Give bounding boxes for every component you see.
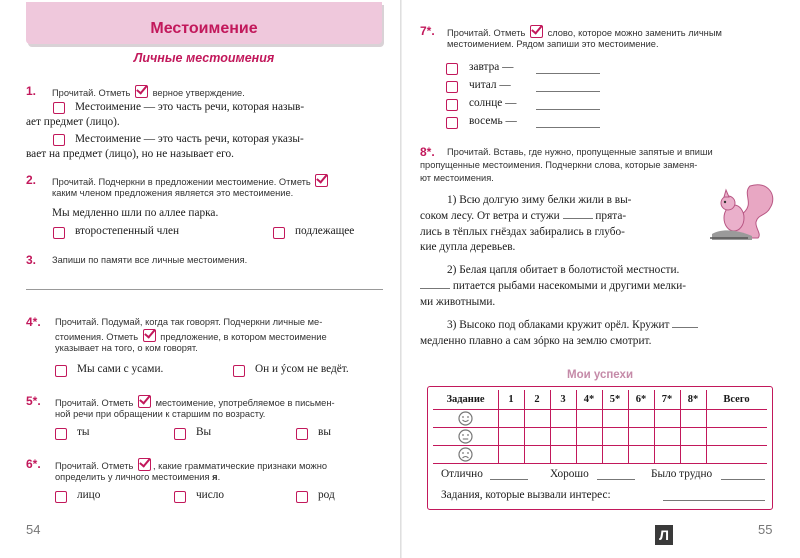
rating-good-label: Хорошо xyxy=(550,468,589,480)
check-icon xyxy=(138,458,151,471)
task-6-instruction-line-2 xyxy=(55,471,220,484)
squirrel-illustration xyxy=(708,178,778,248)
task-8-instruction-line-2: пропущенные местоимения. Подчеркни слова, которые заменя- xyxy=(420,160,698,170)
task-2-option-1-label: второстепенный член xyxy=(75,225,180,237)
blank-line[interactable] xyxy=(563,218,593,219)
task-8-instruction-line-1: Прочитай. Вставь, где нужно, пропущенные запятые и впиши xyxy=(447,147,713,157)
task-1-instr-b: верное утверждение. xyxy=(152,88,245,98)
task-8-p2-line-1: 2) Белая цапля обитает в болотистой местности. xyxy=(447,264,680,276)
task-5-option-2-checkbox[interactable] xyxy=(174,428,186,440)
rating-hard-label: Было трудно xyxy=(651,468,713,480)
task-8-number: 8*. xyxy=(420,145,435,159)
task-7-answer-line-2[interactable] xyxy=(536,91,600,92)
task-7-answer-line-3[interactable] xyxy=(536,109,600,110)
check-icon xyxy=(143,329,156,342)
task-8-p3-line-2: медленно плавно а сам зóрко на землю смотрит. xyxy=(420,335,652,347)
table-header: 6* xyxy=(635,394,647,405)
check-icon xyxy=(315,174,328,187)
task-6-option-1-label: лицо xyxy=(77,489,101,501)
neutral-face-icon xyxy=(458,429,473,444)
task-6-instr-2c: . xyxy=(217,472,221,482)
table-row-divider xyxy=(433,445,767,446)
table-header: 4* xyxy=(583,394,595,405)
section-subtitle: Личные местоимения xyxy=(133,51,275,65)
task-8-p1-line-3: лись в тёплых гнёздах забирались в глубо- xyxy=(420,226,625,238)
task-8-p3-line-1-text: 3) Высоко под облаками кружит орёл. Кружит xyxy=(447,319,670,331)
task-6-instr-1a: Прочитай. Отметь xyxy=(55,461,134,471)
task-1-option-2-line-1: Местоимение — это часть речи, которая указы- xyxy=(75,133,304,145)
task-6-instr-2a: определить у личного местоимения xyxy=(55,472,210,482)
happy-face-icon xyxy=(458,411,473,426)
task-7-answer-line-4[interactable] xyxy=(536,127,600,128)
task-5-option-1-label: ты xyxy=(77,426,90,438)
task-4-instruction-line-3: указывает на того, о ком говорят. xyxy=(55,343,198,353)
rating-excellent-line[interactable] xyxy=(490,479,528,480)
book-spine xyxy=(400,0,402,558)
rating-good-line[interactable] xyxy=(597,479,635,480)
task-8-p3-line-1 xyxy=(447,318,777,333)
publisher-logo: Л xyxy=(655,525,673,545)
interest-label: Задания, которые вызвали интерес: xyxy=(441,489,611,501)
task-6-pronoun: я xyxy=(212,472,218,482)
task-3-number: 3. xyxy=(26,253,37,267)
left-page-number: 54 xyxy=(26,522,41,537)
right-page-number: 55 xyxy=(758,522,773,537)
task-7-number: 7*. xyxy=(420,24,435,38)
task-5-option-3-checkbox[interactable] xyxy=(296,428,308,440)
check-icon xyxy=(530,25,543,38)
task-4-option-1-checkbox[interactable] xyxy=(55,365,67,377)
task-6-option-2-label: число xyxy=(196,489,225,501)
task-6-number: 6*. xyxy=(26,457,41,471)
answer-line[interactable] xyxy=(26,289,383,290)
table-header: 1 xyxy=(508,394,514,405)
blank-line[interactable] xyxy=(672,327,698,328)
table-row-divider xyxy=(433,409,767,410)
check-icon xyxy=(135,85,148,98)
task-2-option-2-label: подлежащее xyxy=(295,225,355,237)
page-title: Местоимение xyxy=(150,20,258,37)
task-4-option-1-label: Мы сами с усами. xyxy=(77,363,164,375)
task-4-instr-2b: предложение, в котором местоимение xyxy=(160,332,327,342)
task-5-option-2-label: Вы xyxy=(196,426,212,438)
blank-line[interactable] xyxy=(420,288,450,289)
task-8-p1-line-1: 1) Всю долгую зиму белки жили в вы- xyxy=(447,194,632,206)
task-5-option-1-checkbox[interactable] xyxy=(55,428,67,440)
task-2-instruction-line-2: каким членом предложения является это местоимение. xyxy=(52,188,294,198)
task-8-instruction-line-3: ют местоимения. xyxy=(420,173,494,183)
task-7-word-1: завтра — xyxy=(469,61,514,73)
task-2-number: 2. xyxy=(26,173,37,187)
task-1-instruction xyxy=(52,85,245,100)
task-7-instr-1a: Прочитай. Отметь xyxy=(447,28,526,38)
task-7-word-4: восемь — xyxy=(469,115,517,127)
table-row-divider xyxy=(433,463,767,464)
table-header: 2 xyxy=(534,394,540,405)
success-title: Мои успехи xyxy=(566,369,634,381)
task-4-instr-2a: стоимения. Отметь xyxy=(55,332,139,342)
task-8-p1-line-2 xyxy=(420,209,705,224)
task-7-word-3: солнце — xyxy=(469,97,517,109)
sad-face-icon xyxy=(458,447,473,462)
task-8-p1-line-2b: прята- xyxy=(595,210,627,222)
task-1-option-1-checkbox[interactable] xyxy=(53,102,65,114)
task-8-p2-line-3: ми животными. xyxy=(420,296,496,308)
task-7-instr-1b: слово, которое можно заменить личным xyxy=(547,28,722,38)
task-2-option-1-checkbox[interactable] xyxy=(53,227,65,239)
task-2-sentence: Мы медленно шли по аллее парка. xyxy=(52,207,219,219)
title-banner xyxy=(26,2,382,44)
rating-hard-line[interactable] xyxy=(721,479,765,480)
task-6-option-3-label: род xyxy=(318,489,335,501)
task-1-option-2-checkbox[interactable] xyxy=(53,134,65,146)
check-icon xyxy=(138,395,151,408)
task-5-instr-1b: местоимение, употребляемое в письмен- xyxy=(155,398,335,408)
task-7-word-2: читал — xyxy=(469,79,511,91)
task-4-number: 4*. xyxy=(26,315,41,329)
task-4-instruction-line-1: Прочитай. Подумай, когда так говорят. Подчеркни личные ме- xyxy=(55,317,323,327)
task-4-option-2-checkbox[interactable] xyxy=(233,365,245,377)
task-1-number: 1. xyxy=(26,84,37,98)
task-1-option-1-line-1: Местоимение — это часть речи, которая назыв- xyxy=(75,101,305,113)
task-7-word-2-checkbox[interactable] xyxy=(446,81,458,93)
table-row-divider xyxy=(433,427,767,428)
task-2-instr-1: Прочитай. Подчеркни в предложении местоимение. Отметь xyxy=(52,177,311,187)
table-header: 7* xyxy=(661,394,673,405)
task-7-word-4-checkbox[interactable] xyxy=(446,117,458,129)
task-6-instr-1b: , какие грамматические признаки можно xyxy=(152,461,328,471)
task-7-word-3-checkbox[interactable] xyxy=(446,99,458,111)
task-6-option-2-checkbox[interactable] xyxy=(174,491,186,503)
task-8-p2-line-2 xyxy=(420,279,777,294)
task-8-p2-line-2-text: питается рыбами насекомыми и другими мелки- xyxy=(452,280,687,292)
task-5-instr-1a: Прочитай. Отметь xyxy=(55,398,134,408)
task-4-option-2-label: Он и ýсом не ведёт. xyxy=(255,363,349,375)
task-8-p1-line-4: кие дупла деревьев. xyxy=(420,241,516,253)
table-header: 5* xyxy=(609,394,621,405)
task-3-instruction: Запиши по памяти все личные местоимения. xyxy=(52,255,248,265)
task-1-option-1-line-2: ает предмет (лицо). xyxy=(26,116,120,128)
task-7-word-1-checkbox[interactable] xyxy=(446,63,458,75)
task-7-answer-line-1[interactable] xyxy=(536,73,600,74)
task-5-number: 5*. xyxy=(26,394,41,408)
table-header-total: Всего xyxy=(723,394,750,405)
rating-excellent-label: Отлично xyxy=(441,468,483,480)
interest-line[interactable] xyxy=(663,500,765,501)
table-header: 3 xyxy=(560,394,566,405)
task-1-instr-a: Прочитай. Отметь xyxy=(52,88,131,98)
task-8-p1-line-2a: соком лесу. От ветра и стужи xyxy=(420,210,560,222)
task-6-option-3-checkbox[interactable] xyxy=(296,491,308,503)
table-header-task: Задание xyxy=(446,394,485,405)
task-5-option-3-label: вы xyxy=(318,426,331,438)
task-1-option-2-line-2: вает на предмет (лицо), но не называет его. xyxy=(26,148,234,160)
task-2-option-2-checkbox[interactable] xyxy=(273,227,285,239)
task-7-instruction-line-2: местоимением. Рядом запиши это местоимение. xyxy=(447,39,659,49)
task-5-instruction-line-2: ной речи при обращении к старшим по возрасту. xyxy=(55,409,266,419)
task-6-option-1-checkbox[interactable] xyxy=(55,491,67,503)
table-header: 8* xyxy=(687,394,699,405)
